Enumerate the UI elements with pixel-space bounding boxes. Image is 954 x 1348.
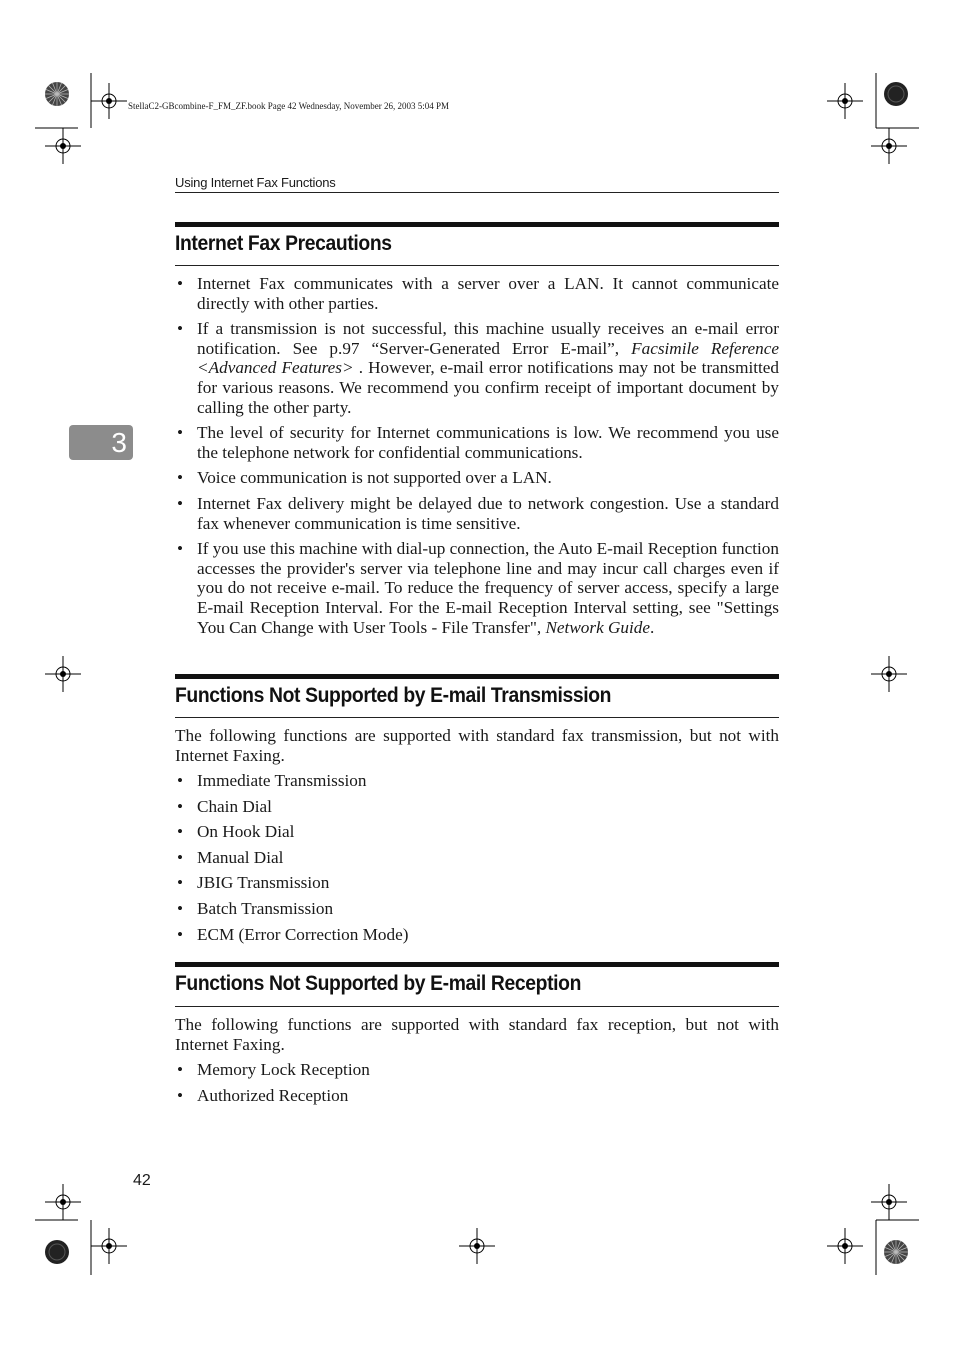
reception-intro: The following functions are supported with standard fax reception, but not with Internet Faxing. (175, 1015, 779, 1054)
list-item: • Immediate Transmission (177, 771, 367, 790)
section-title-precautions: Internet Fax Precautions (175, 232, 392, 255)
precautions-list (175, 274, 779, 637)
list-item: • On Hook Dial (177, 822, 295, 842)
reference-title: Network Guide (545, 617, 651, 637)
section-title-transmission: Functions Not Supported by E-mail Transmission (175, 684, 612, 707)
page-number: 42 (133, 1172, 151, 1189)
section-rule-bottom (175, 265, 779, 266)
list-item: • If you use this machine with dial-up connection, the Auto E-mail Reception function accesses the provider's server via telephone line and may incur call charges even if you do not receive e-mail. To reduce the frequency of server access, specify a large E-mail Reception Interval. For the E-mail Reception Interval setting, see "Settings You Can Change with User Tools - File Transfer", Network Guide. (177, 539, 779, 637)
section-rule-bottom (175, 1006, 779, 1007)
file-info: StellaC2-GBcombine-F_FM_ZF.book Page 42 Wednesday, November 26, 2003 5:04 PM (128, 101, 450, 111)
list-item: • Batch Transmission (177, 898, 334, 918)
chapter-tab: 3 (69, 425, 133, 460)
list-item: • Internet Fax delivery might be delayed due to network congestion. Use a standard fax whenever communication is time sensitive. (177, 493, 779, 533)
header-rule (175, 192, 779, 193)
list-item: • Manual Dial (177, 847, 284, 867)
section-rule-bottom (175, 717, 779, 718)
list-item: • Voice communication is not supported over a LAN. (177, 468, 552, 488)
list-item: • Internet Fax communicates with a server over a LAN. It cannot communicate directly with other parties. (177, 274, 779, 313)
reception-list-wrapper (175, 1060, 779, 1111)
list-item: • Memory Lock Reception (177, 1060, 370, 1079)
precautions-list-wrapper (175, 274, 779, 643)
list-item: • Authorized Reception (177, 1085, 349, 1105)
list-item: • The level of security for Internet communications is low. We recommend you use the telephone network for confidential communications. (177, 423, 779, 462)
reference-title: Facsimile Reference <Advanced Features> (197, 338, 779, 378)
running-head: Using Internet Fax Functions (175, 175, 336, 190)
list-item: • JBIG Transmission (177, 873, 330, 893)
section-rule-top (175, 222, 779, 227)
transmission-list-wrapper (175, 771, 779, 950)
reception-list (175, 1060, 779, 1105)
list-item: • If a transmission is not successful, this machine usually receives an e-mail error notification. See p.97 “Server-Generated Error E-mail”, Facsimile Reference <Advanced Features> . However, e-mail error notifications may not be transmitted for various reasons. We recommend you confirm receipt of important document by calling the other party. (177, 319, 780, 417)
transmission-list (175, 771, 779, 944)
list-item: • Chain Dial (177, 796, 272, 816)
section-rule-top (175, 962, 779, 967)
section-title-reception: Functions Not Supported by E-mail Reception (175, 972, 582, 995)
list-item: • ECM (Error Correction Mode) (177, 924, 409, 944)
transmission-intro: The following functions are supported with standard fax transmission, but not with Internet Faxing. (175, 726, 779, 765)
section-rule-top (175, 674, 779, 679)
